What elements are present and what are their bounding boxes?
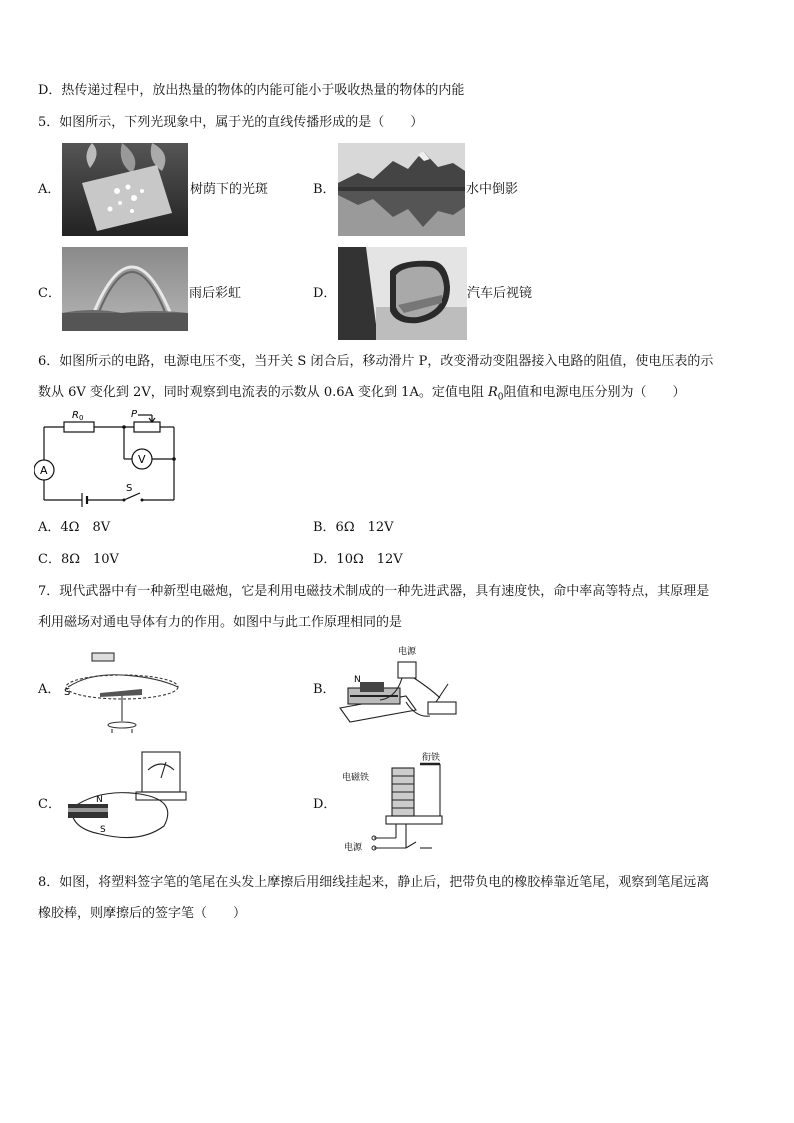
q5-image-rainbow (62, 247, 188, 331)
q6-circuit-diagram (34, 405, 184, 507)
q6-circuit-r0-label: R (72, 410, 79, 421)
q5-option-b-letter: B． (313, 182, 336, 197)
q5-image-water-reflection (338, 143, 465, 236)
q7-figure-a-s-label: S (64, 687, 71, 698)
q5-option-c-caption: 雨后彩虹 (189, 286, 242, 301)
q7-option-c-letter: C． (38, 797, 61, 812)
q7-stem-line1: 7．现代武器中有一种新型电磁炮，它是利用电磁技术制成的一种先进武器，具有速度快，命中率高等特点，其原理是 (38, 584, 710, 599)
q5-option-d-letter: D． (313, 286, 337, 301)
q5-option-a-caption: 树荫下的光斑 (190, 182, 269, 197)
q8-stem-line1: 8．如图，将塑料签字笔的笔尾在头发上摩擦后用细线挂起来，静止后，把带负电的橡胶棒靠近笔尾，观察到笔尾远离 (38, 875, 710, 890)
q6-circuit-switch-label: S (126, 483, 133, 494)
q6-stem-line2-a: 数从 6V 变化到 2V，同时观察到电流表的示数从 0.6A 变化到 1A。定值电阻 (38, 385, 488, 400)
q6-option-d: D．10Ω 12V (313, 552, 403, 567)
q7-figure-a-compass-wire (60, 643, 184, 735)
q7-figure-d-power-label: 电源 (344, 843, 363, 853)
q6-circuit-voltmeter-label: V (138, 453, 146, 466)
q7-figure-c-n-label: N (96, 795, 103, 805)
q7-figure-c-galvanometer (60, 748, 190, 842)
q6-r0-symbol: R (487, 385, 498, 400)
q6-r0-subscript: 0 (497, 392, 504, 403)
q6-option-a: A．4Ω 8V (38, 520, 111, 535)
q7-figure-b-power-label: 电源 (398, 647, 417, 657)
q6-circuit-ammeter-label: A (40, 464, 48, 477)
q7-figure-d-electromagnet-relay (336, 750, 466, 854)
q5-image-leaf-light-spots (62, 143, 188, 236)
q6-circuit-p-label: P (131, 409, 138, 420)
q7-figure-b-rail-motor (336, 640, 466, 732)
q7-figure-d-electromagnet-label: 电磁铁 (342, 773, 370, 783)
q8-stem-line2: 橡胶棒，则摩擦后的签字笔（ ） (38, 906, 247, 921)
q6-option-b: B．6Ω 12V (313, 520, 394, 535)
q6-stem-line2-b: 阻值和电源电压分别为（ ） (503, 385, 686, 400)
q7-figure-d-armature-label: 衔铁 (422, 753, 441, 763)
q5-stem: 5．如图所示，下列光现象中，属于光的直线传播形成的是（ ） (38, 115, 424, 130)
q6-stem-line2 (38, 384, 686, 407)
q5-option-b-caption: 水中倒影 (466, 182, 519, 197)
q5-option-c-letter: C． (38, 286, 61, 301)
q5-image-car-mirror (338, 247, 467, 340)
q7-option-a-letter: A． (38, 682, 61, 697)
q6-stem-line1: 6．如图所示的电路，电源电压不变，当开关 S 闭合后，移动滑片 P，改变滑动变阻器接入电路的阻值，使电压表的示 (38, 354, 714, 369)
q6-circuit-r0-sub: 0 (79, 414, 84, 422)
q7-figure-c-s-label: S (100, 825, 106, 835)
q7-option-d-letter: D． (313, 797, 337, 812)
q7-figure-b-n-label: N (354, 675, 361, 685)
q5-option-d-caption: 汽车后视镜 (467, 286, 533, 301)
q7-option-b-letter: B． (313, 682, 336, 697)
q5-option-a-letter: A． (38, 182, 61, 197)
q6-option-c: C．8Ω 10V (38, 552, 119, 567)
q4-option-d: D．热传递过程中，放出热量的物体的内能可能小于吸收热量的物体的内能 (38, 83, 465, 98)
q7-stem-line2: 利用磁场对通电导体有力的作用。如图中与此工作原理相同的是 (38, 615, 403, 630)
